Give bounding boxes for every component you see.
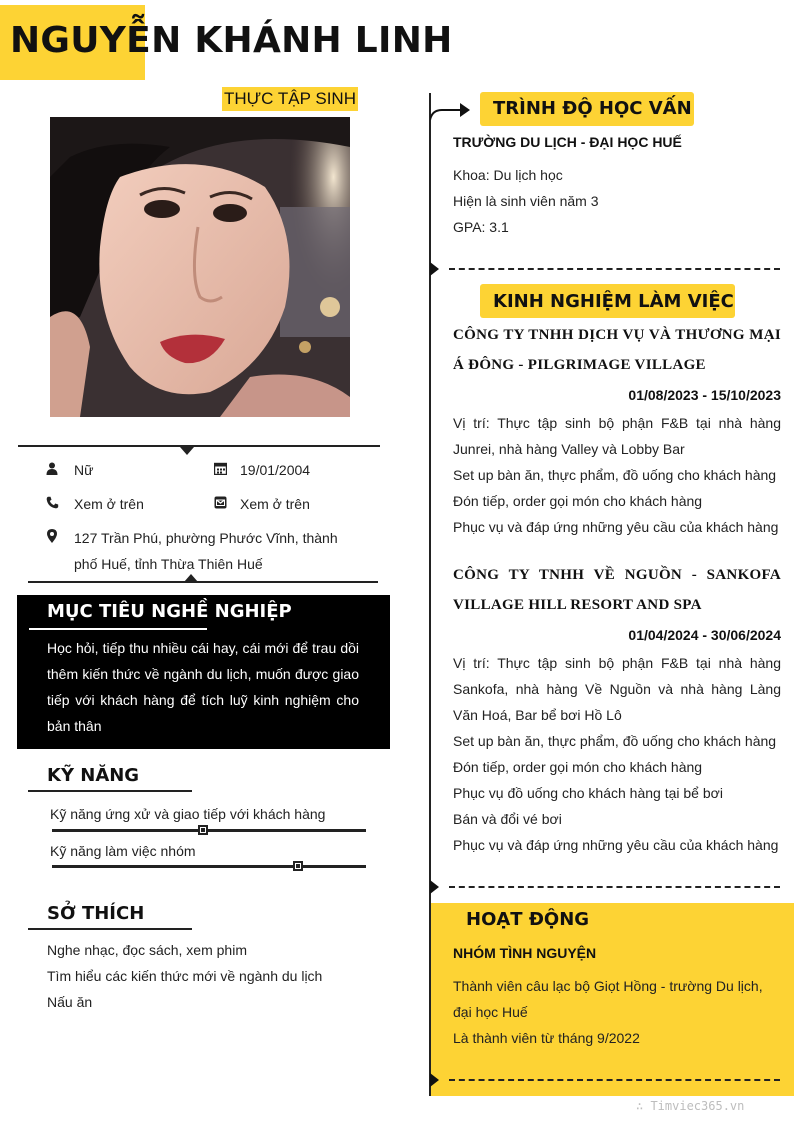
info-bottom-divider [28, 581, 378, 583]
timeline-marker [430, 1073, 439, 1087]
address-line-1: 127 Trần Phú, phường Phước Vĩnh, thành [74, 530, 338, 546]
timeline-marker [430, 262, 439, 276]
experience-title: KINH NGHIỆM LÀM VIỆC [493, 291, 734, 312]
school-name: TRƯỜNG DU LỊCH - ĐẠI HỌC HUẾ [453, 134, 682, 150]
candidate-name: NGUYỄN KHÁNH LINH [10, 20, 453, 61]
calendar-icon [213, 461, 227, 475]
section-divider [449, 886, 780, 888]
education-line: Khoa: Du lịch học [453, 167, 563, 183]
phone-value: Xem ở trên [74, 496, 144, 512]
phone-icon [45, 495, 59, 509]
education-line: GPA: 3.1 [453, 219, 509, 235]
map-marker-icon [45, 529, 59, 543]
education-title: TRÌNH ĐỘ HỌC VẤN [493, 98, 692, 119]
skill-level-knob [198, 825, 208, 835]
hobby-item: Tìm hiểu các kiến thức mới về ngành du lịch [47, 968, 323, 984]
user-icon [45, 461, 59, 475]
skill-bar [52, 865, 366, 868]
job-title: THỰC TẬP SINH [222, 87, 358, 111]
job-description: Phục vụ và đáp ứng những yêu cầu của khách hàng [453, 519, 779, 535]
job-description: Set up bàn ăn, thực phẩm, đồ uống cho khách hàng [453, 467, 777, 483]
skill-bar [52, 829, 366, 832]
info-top-marker [180, 447, 194, 455]
birthday-value: 19/01/2004 [240, 462, 311, 478]
arrow-right-icon [430, 100, 472, 122]
gender-value: Nữ [74, 462, 94, 478]
job-description: Phục vụ và đáp ứng những yêu cầu của khách hàng [453, 837, 779, 853]
objective-text: Học hỏi, tiếp thu nhiều cái hay, cái mới để trau dồi thêm kiến thức về ngành du lịch, muốn được giao tiếp với khách hàng để tích luỹ kinh nghiệm cho bản thân [47, 640, 359, 734]
hobbies-underline [28, 928, 192, 930]
job-dates: 01/04/2024 - 30/06/2024 [628, 627, 781, 643]
skill-label: Kỹ năng làm việc nhóm [50, 843, 196, 859]
job-description: Đón tiếp, order gọi món cho khách hàng [453, 759, 703, 775]
skills-title: KỸ NĂNG [47, 765, 140, 786]
activity-line: Là thành viên từ tháng 9/2022 [453, 1030, 640, 1046]
job-description: Set up bàn ăn, thực phẩm, đồ uống cho khách hàng [453, 733, 777, 749]
skills-underline [28, 790, 192, 792]
skill-label: Kỹ năng ứng xử và giao tiếp với khách hàng [50, 806, 326, 822]
info-top-divider [18, 445, 380, 447]
activities-title: HOẠT ĐỘNG [466, 909, 590, 930]
company-name-line: CÔNG TY TNHH VỀ NGUỒN - SANKOFA [453, 567, 781, 583]
objective-section [17, 595, 390, 749]
company-name-line: Á ĐÔNG - PILGRIMAGE VILLAGE [453, 357, 706, 373]
objective-underline [29, 628, 207, 630]
job-description: Bán và đổi vé bơi [453, 811, 562, 827]
company-name-line: VILLAGE HILL RESORT AND SPA [453, 597, 702, 613]
email-value: Xem ở trên [240, 496, 310, 512]
job-description: Vị trí: Thực tập sinh bộ phận F&B tại nhà hàng Junrei, nhà hàng Valley và Lobby Bar [453, 415, 781, 457]
activity-line: Thành viên câu lạc bộ Giọt Hồng - trường Du lịch, đại học Huế [453, 978, 763, 1020]
timeline-marker [430, 880, 439, 894]
section-divider [449, 1079, 780, 1081]
job-dates: 01/08/2023 - 15/10/2023 [628, 387, 781, 403]
watermark-text: Timviec365.vn [650, 1099, 745, 1113]
objective-title: MỤC TIÊU NGHỀ NGHIỆP [47, 601, 292, 622]
education-line: Hiện là sinh viên năm 3 [453, 193, 599, 209]
job-description: Vị trí: Thực tập sinh bộ phận F&B tại nhà hàng Sankofa, nhà hàng Về Nguồn và nhà hàng Làng Văn Hoá, Bar bể bơi Hồ Lô [453, 655, 781, 723]
hobbies-title: SỞ THÍCH [47, 903, 145, 924]
company-name [453, 320, 781, 380]
address-line-2: phố Huế, tỉnh Thừa Thiên Huế [74, 556, 263, 572]
activity-org: NHÓM TÌNH NGUYỆN [453, 945, 597, 961]
company-name [453, 560, 781, 620]
company-name-line: CÔNG TY TNHH DỊCH VỤ VÀ THƯƠNG MẠI [453, 327, 781, 343]
hobby-item: Nghe nhạc, đọc sách, xem phim [47, 942, 247, 958]
skill-level-knob [293, 861, 303, 871]
watermark: ∴ Timviec365.vn [636, 1099, 745, 1113]
job-description: Đón tiếp, order gọi món cho khách hàng [453, 493, 703, 509]
job-description: Phục vụ đồ uống cho khách hàng tại bể bơi [453, 785, 723, 801]
hobby-item: Nấu ăn [47, 994, 93, 1010]
section-divider [449, 268, 780, 270]
profile-photo [50, 117, 350, 417]
envelope-icon [213, 495, 227, 509]
timeline-line [429, 93, 431, 1096]
